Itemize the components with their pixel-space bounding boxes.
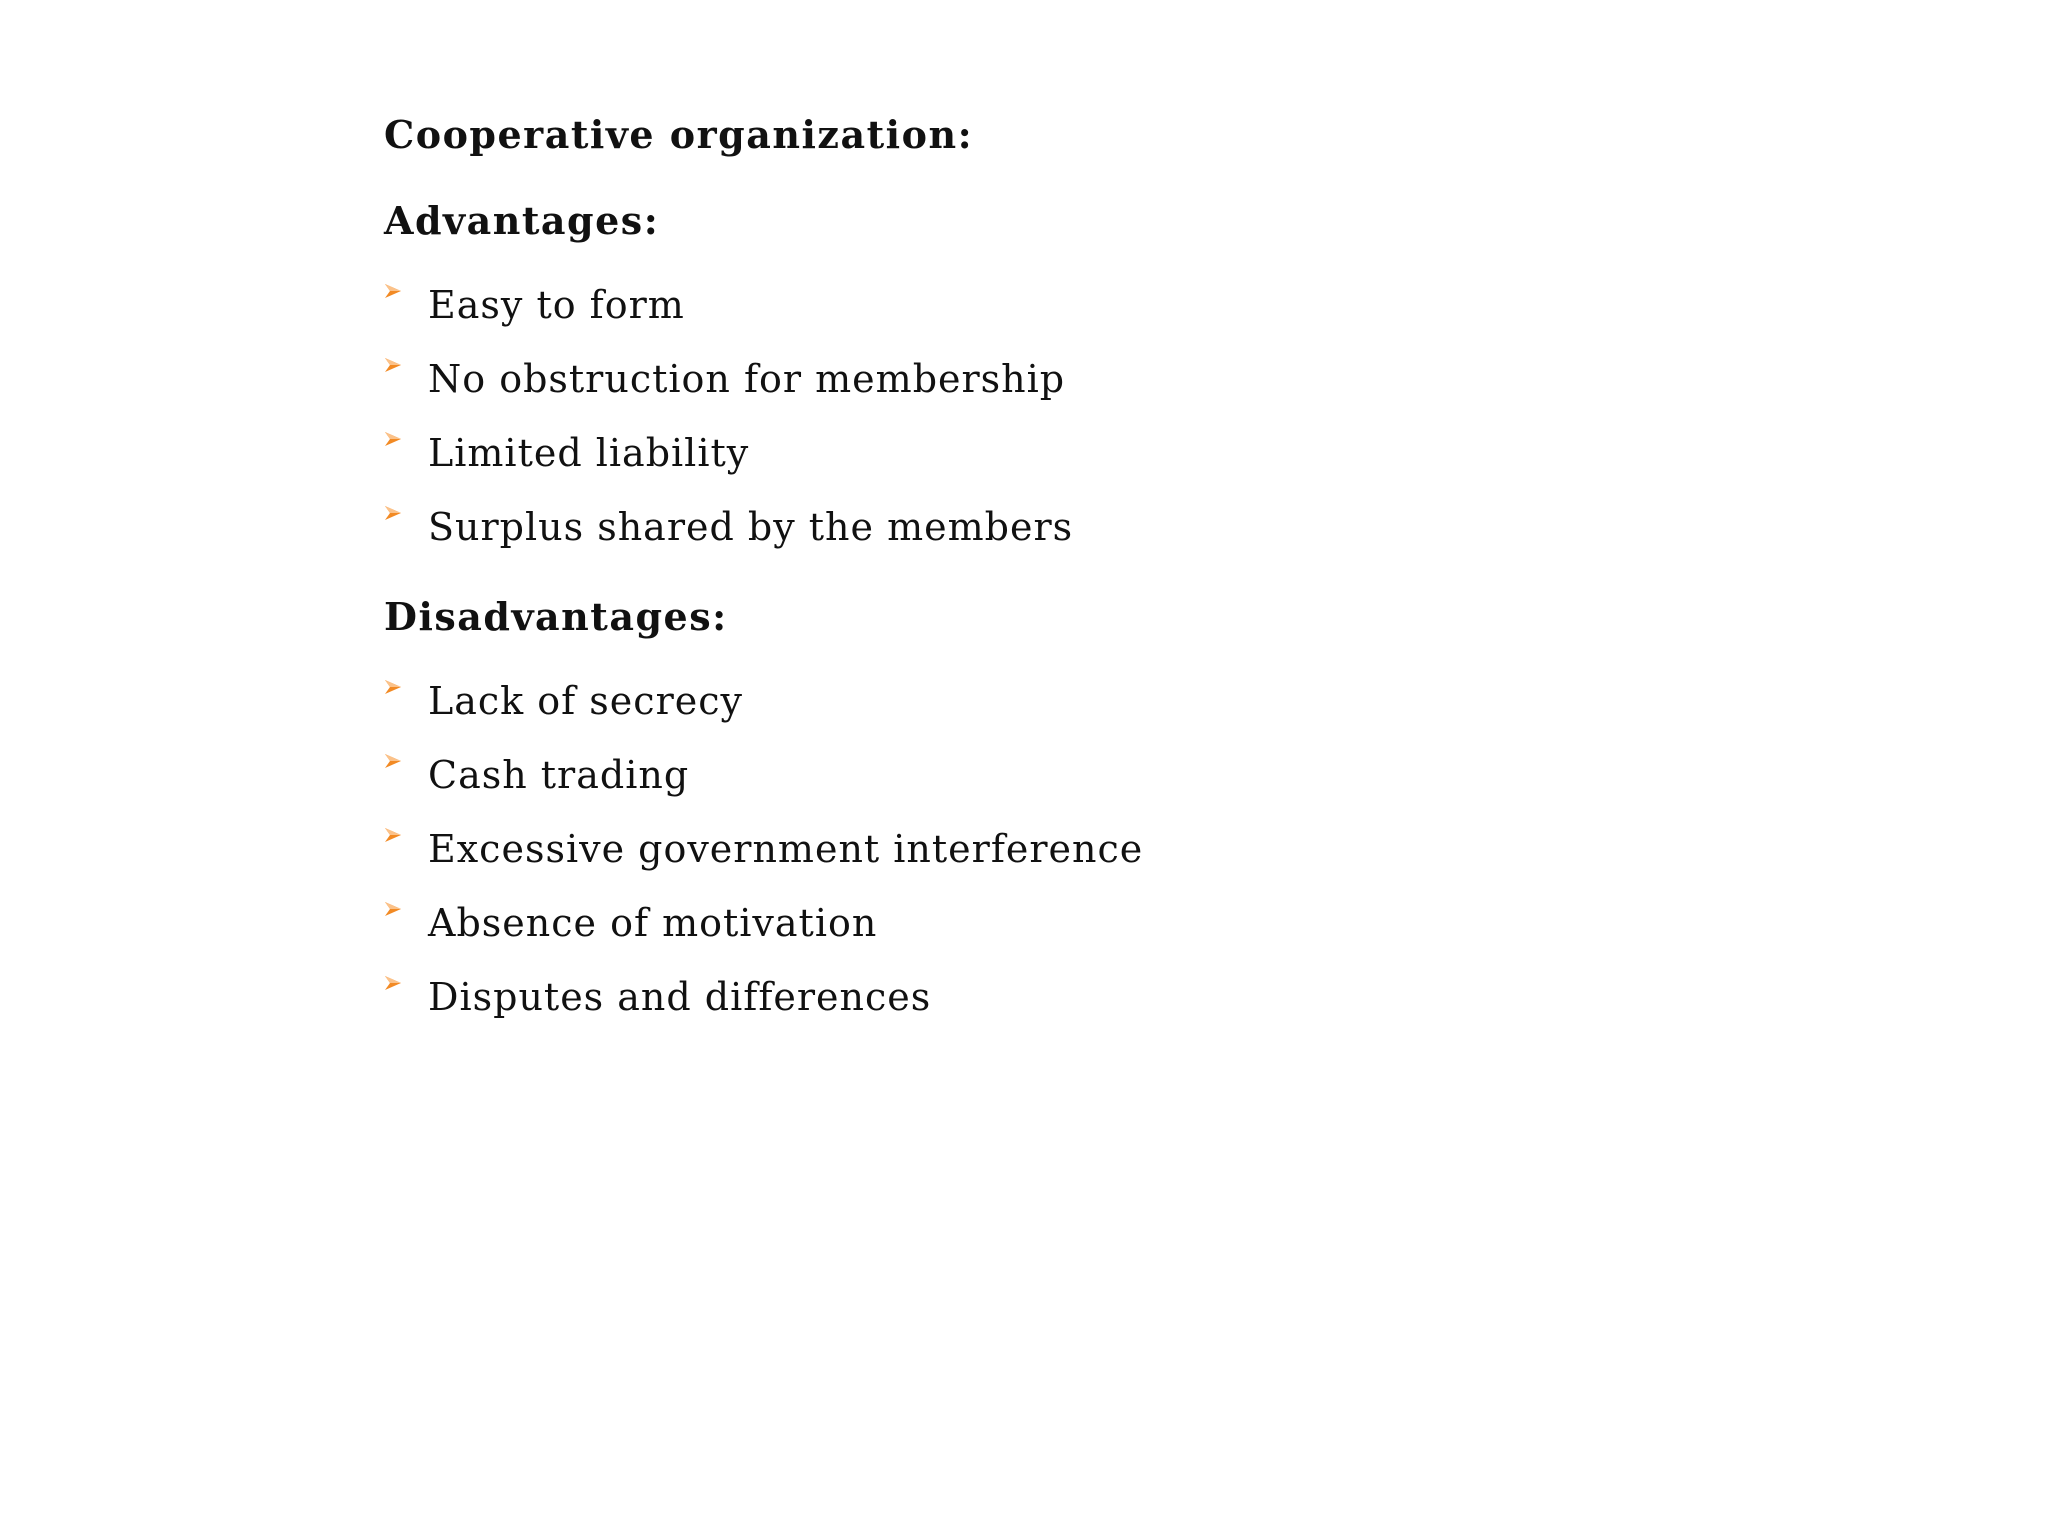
disadvantages-heading: Disadvantages: xyxy=(384,594,728,639)
list-item xyxy=(384,812,1784,886)
list-item xyxy=(384,886,1784,960)
list-item-label: Limited liability xyxy=(428,431,750,475)
advantages-list xyxy=(384,268,1784,564)
list-item xyxy=(384,268,1784,342)
list-item-label: Excessive government interference xyxy=(428,827,1144,871)
list-item xyxy=(384,960,1784,1034)
list-item-label: Easy to form xyxy=(428,283,685,327)
page-title: Cooperative organization: xyxy=(384,112,974,157)
arrowhead-bullet-icon xyxy=(384,490,428,564)
arrowhead-bullet-icon xyxy=(384,268,428,342)
list-item-label: Cash trading xyxy=(428,753,690,797)
arrowhead-bullet-icon xyxy=(384,664,428,738)
advantages-heading: Advantages: xyxy=(384,198,660,243)
list-item xyxy=(384,490,1784,564)
arrowhead-bullet-icon xyxy=(384,416,428,490)
arrowhead-bullet-icon xyxy=(384,960,428,1034)
arrowhead-bullet-icon xyxy=(384,812,428,886)
arrowhead-bullet-icon xyxy=(384,886,428,960)
list-item xyxy=(384,416,1784,490)
list-item-label: Surplus shared by the members xyxy=(428,505,1074,549)
arrowhead-bullet-icon xyxy=(384,738,428,812)
list-item xyxy=(384,664,1784,738)
arrowhead-bullet-icon xyxy=(384,342,428,416)
list-item xyxy=(384,342,1784,416)
list-item-label: Disputes and differences xyxy=(428,975,932,1019)
list-item-label: Absence of motivation xyxy=(428,901,878,945)
disadvantages-list xyxy=(384,664,1784,1034)
slide-content xyxy=(384,108,1784,1060)
list-item-label: No obstruction for membership xyxy=(428,357,1066,401)
list-item xyxy=(384,738,1784,812)
list-item-label: Lack of secrecy xyxy=(428,679,743,723)
